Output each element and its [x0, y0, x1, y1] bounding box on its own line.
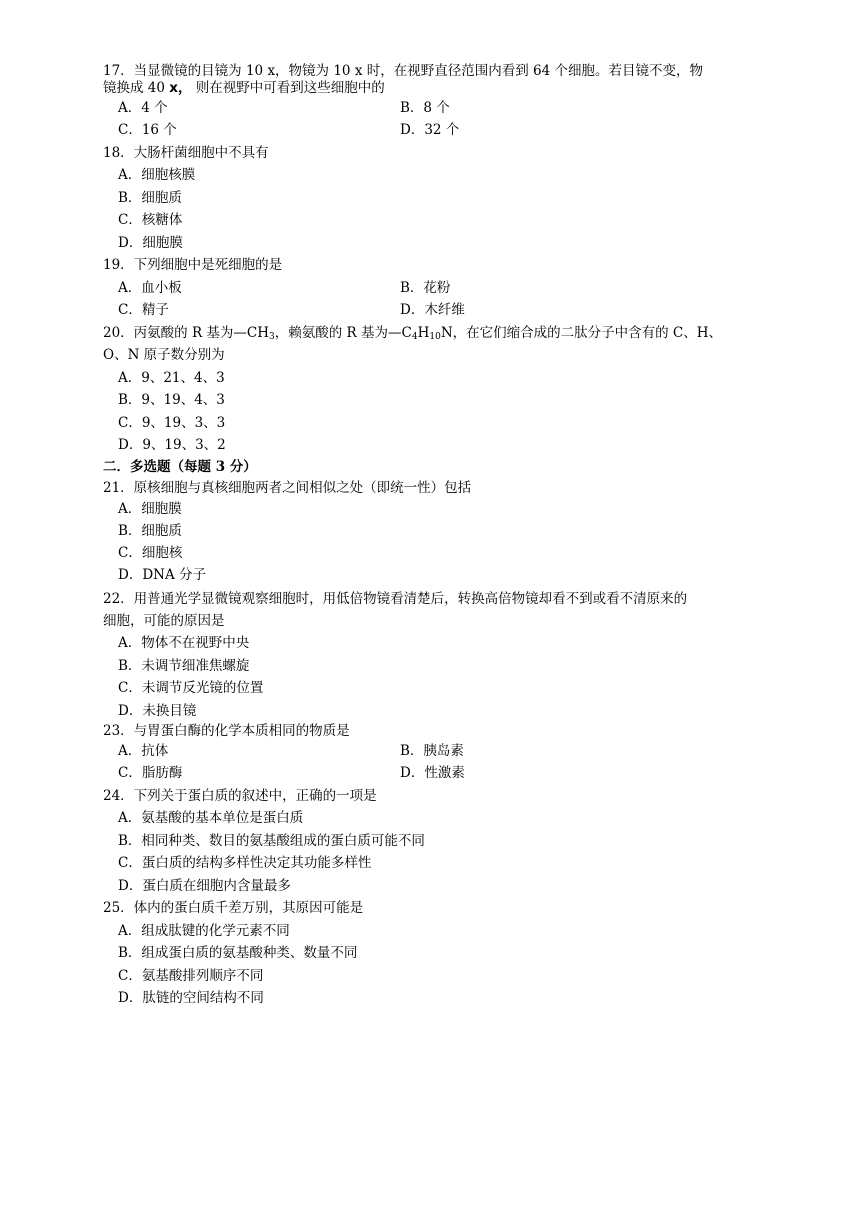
q20-stem-part-c: H	[417, 325, 430, 341]
q21-option-d: D．DNA 分子	[118, 567, 207, 583]
q20-option-b: B．9、19、4、3	[118, 392, 225, 408]
q19-option-d: D．木纤维	[400, 302, 465, 318]
q18-option-d: D．细胞膜	[118, 235, 183, 251]
q17-stem-line1: 17．当显微镜的目镜为 10 x，物镜为 10 x 时，在视野直径范围内看到 64 个细胞。若目镜不变，物	[103, 63, 703, 79]
q20-stem-part-a: 20．丙氨酸的 R 基为—CH	[103, 325, 270, 341]
q25-option-a: A．组成肽键的化学元素不同	[118, 923, 290, 939]
q24-option-c: C．蛋白质的结构多样性决定其功能多样性	[118, 855, 372, 871]
q21-stem: 21．原核细胞与真核细胞两者之间相似之处（即统一性）包括	[103, 480, 472, 496]
q22-option-d: D．未换目镜	[118, 703, 197, 719]
q22-option-b: B．未调节细准焦螺旋	[118, 658, 250, 674]
q25-option-d: D．肽链的空间结构不同	[118, 990, 264, 1006]
q22-stem-line1: 22．用普通光学显微镜观察细胞时，用低倍物镜看清楚后，转换高倍物镜却看不到或看不清原来的	[103, 591, 688, 607]
q17-stem-line2	[103, 79, 385, 97]
q20-stem-part-b: ，赖氨酸的 R 基为—C	[274, 325, 412, 341]
q20-option-d: D．9、19、3、2	[118, 437, 226, 453]
q19-option-a: A．血小板	[118, 280, 182, 296]
q22-option-a: A．物体不在视野中央	[118, 635, 250, 651]
q23-option-b: B．胰岛素	[400, 743, 464, 759]
q23-option-a: A．抗体	[118, 743, 169, 759]
q20-option-c: C．9、19、3、3	[118, 415, 226, 431]
q22-stem-line2: 细胞，可能的原因是	[103, 613, 225, 629]
q19-stem: 19．下列细胞中是死细胞的是	[103, 257, 283, 273]
q24-stem: 24．下列关于蛋白质的叙述中，正确的一项是	[103, 788, 377, 804]
q18-stem: 18．大肠杆菌细胞中不具有	[103, 145, 269, 161]
q20-sub-1: 3	[269, 332, 275, 342]
q23-option-d: D．性激素	[400, 765, 465, 781]
q17-stem-line2-b: x，	[169, 80, 192, 96]
q20-stem-part-d: N，在它们缩合成的二肽分子中含有的 C、H、	[440, 325, 723, 341]
q22-option-c: C．未调节反光镜的位置	[118, 680, 264, 696]
q18-option-a: A．细胞核膜	[118, 167, 196, 183]
q18-option-c: C．核糖体	[118, 212, 183, 228]
q24-option-a: A．氨基酸的基本单位是蛋白质	[118, 810, 304, 826]
q17-option-b: B．8 个	[400, 100, 450, 116]
q21-option-a: A．细胞膜	[118, 501, 182, 517]
q17-option-d: D．32 个	[400, 122, 460, 138]
q21-option-c: C．细胞核	[118, 545, 183, 561]
q23-option-c: C．脂肪酶	[118, 765, 183, 781]
q24-option-b: B．相同种类、数目的氨基酸组成的蛋白质可能不同	[118, 833, 425, 849]
q17-stem-line2-c: 则在视野中可看到这些细胞中的	[195, 80, 385, 96]
section-2-heading: 二．多选题（每题 3 分）	[103, 459, 257, 475]
q20-stem-line2: O、N 原子数分别为	[103, 347, 225, 363]
q17-option-c: C．16 个	[118, 122, 177, 138]
q20-stem-line1	[103, 324, 722, 342]
q23-stem: 23．与胃蛋白酶的化学本质相同的物质是	[103, 723, 350, 739]
q20-option-a: A．9、21、4、3	[118, 370, 225, 386]
q20-sub-3: 10	[429, 332, 441, 342]
q19-option-b: B．花粉	[400, 280, 451, 296]
q17-stem-line2-a: 镜换成 40	[103, 80, 165, 96]
q21-option-b: B．细胞质	[118, 523, 182, 539]
q19-option-c: C．精子	[118, 302, 169, 318]
q24-option-d: D．蛋白质在细胞内含量最多	[118, 878, 291, 894]
q25-option-c: C．氨基酸排列顺序不同	[118, 968, 264, 984]
q25-option-b: B．组成蛋白质的氨基酸种类、数量不同	[118, 945, 358, 961]
q25-stem: 25．体内的蛋白质千差万别，其原因可能是	[103, 900, 364, 916]
q18-option-b: B．细胞质	[118, 190, 182, 206]
q20-sub-2: 4	[411, 332, 418, 342]
q17-option-a: A．4 个	[118, 100, 168, 116]
